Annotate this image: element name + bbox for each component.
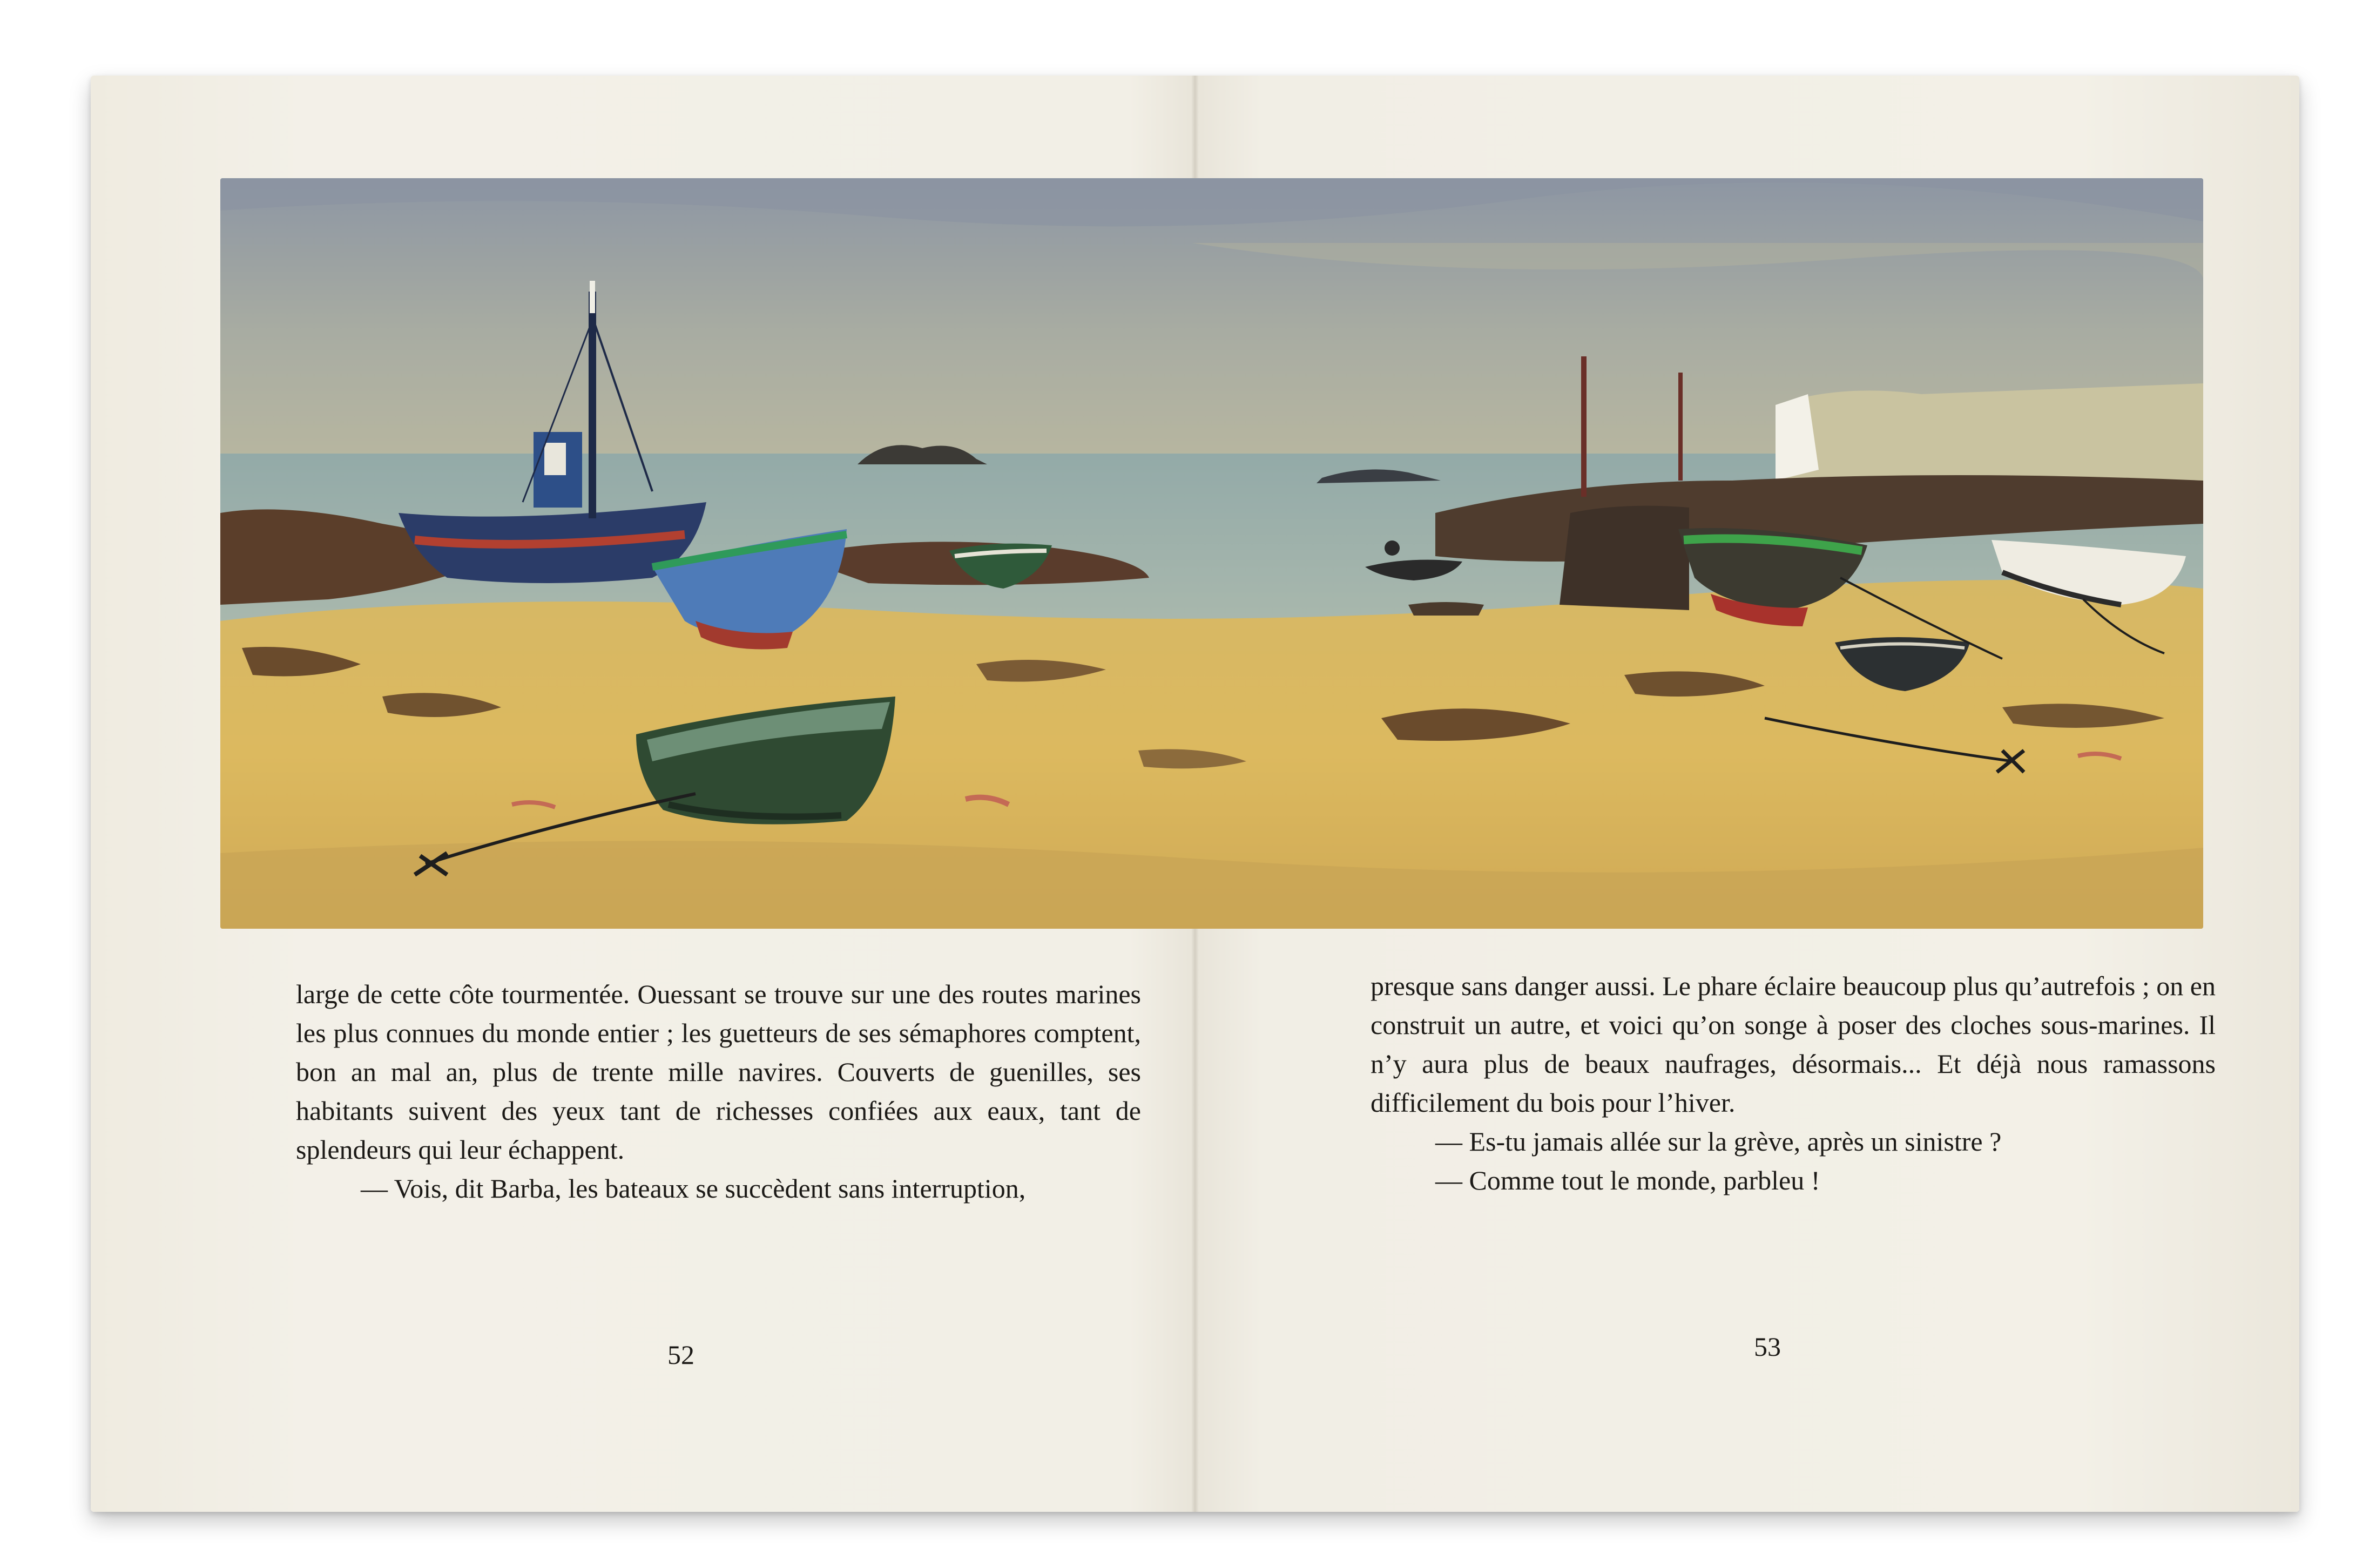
right-paragraph-2: — Es-tu jamais allée sur la grève, après un sinistre ?	[1435, 1126, 2002, 1157]
left-paragraph-2: — Vois, dit Barba, les bateaux se succèdent sans interruption,	[361, 1173, 1026, 1204]
right-paragraph-1: presque sans danger aussi. Le phare éclaire beaucoup plus qu’autrefois ; on en construit un autre, et voici qu’on songe à poser des cloches sous-marines. Il n’y aura plus de beaux naufrages, désormais... Et déjà nous ramassons difficilement du bois pour l’hiver.	[1371, 971, 2216, 1118]
page-number-left: 52	[667, 1340, 694, 1370]
left-paragraph-1: large de cette côte tourmentée. Ouessant se trouve sur une des routes marines les plus connues du monde entier ; les guetteurs de ses sémaphores comptent, bon an mal an, plus de trente mille navires. Couverts de guenilles, ses habitants suivent des yeux tant de richesses confiées aux eaux, tant de splendeurs qui leur échappent.	[296, 979, 1141, 1165]
harbor-illustration	[220, 178, 2203, 929]
open-book-spread	[91, 76, 2299, 1512]
right-paragraph-3: — Comme tout le monde, parbleu !	[1435, 1165, 1820, 1195]
page-number-right: 53	[1754, 1332, 1781, 1362]
left-page-text	[296, 975, 1141, 1208]
right-page-text	[1371, 967, 2216, 1200]
